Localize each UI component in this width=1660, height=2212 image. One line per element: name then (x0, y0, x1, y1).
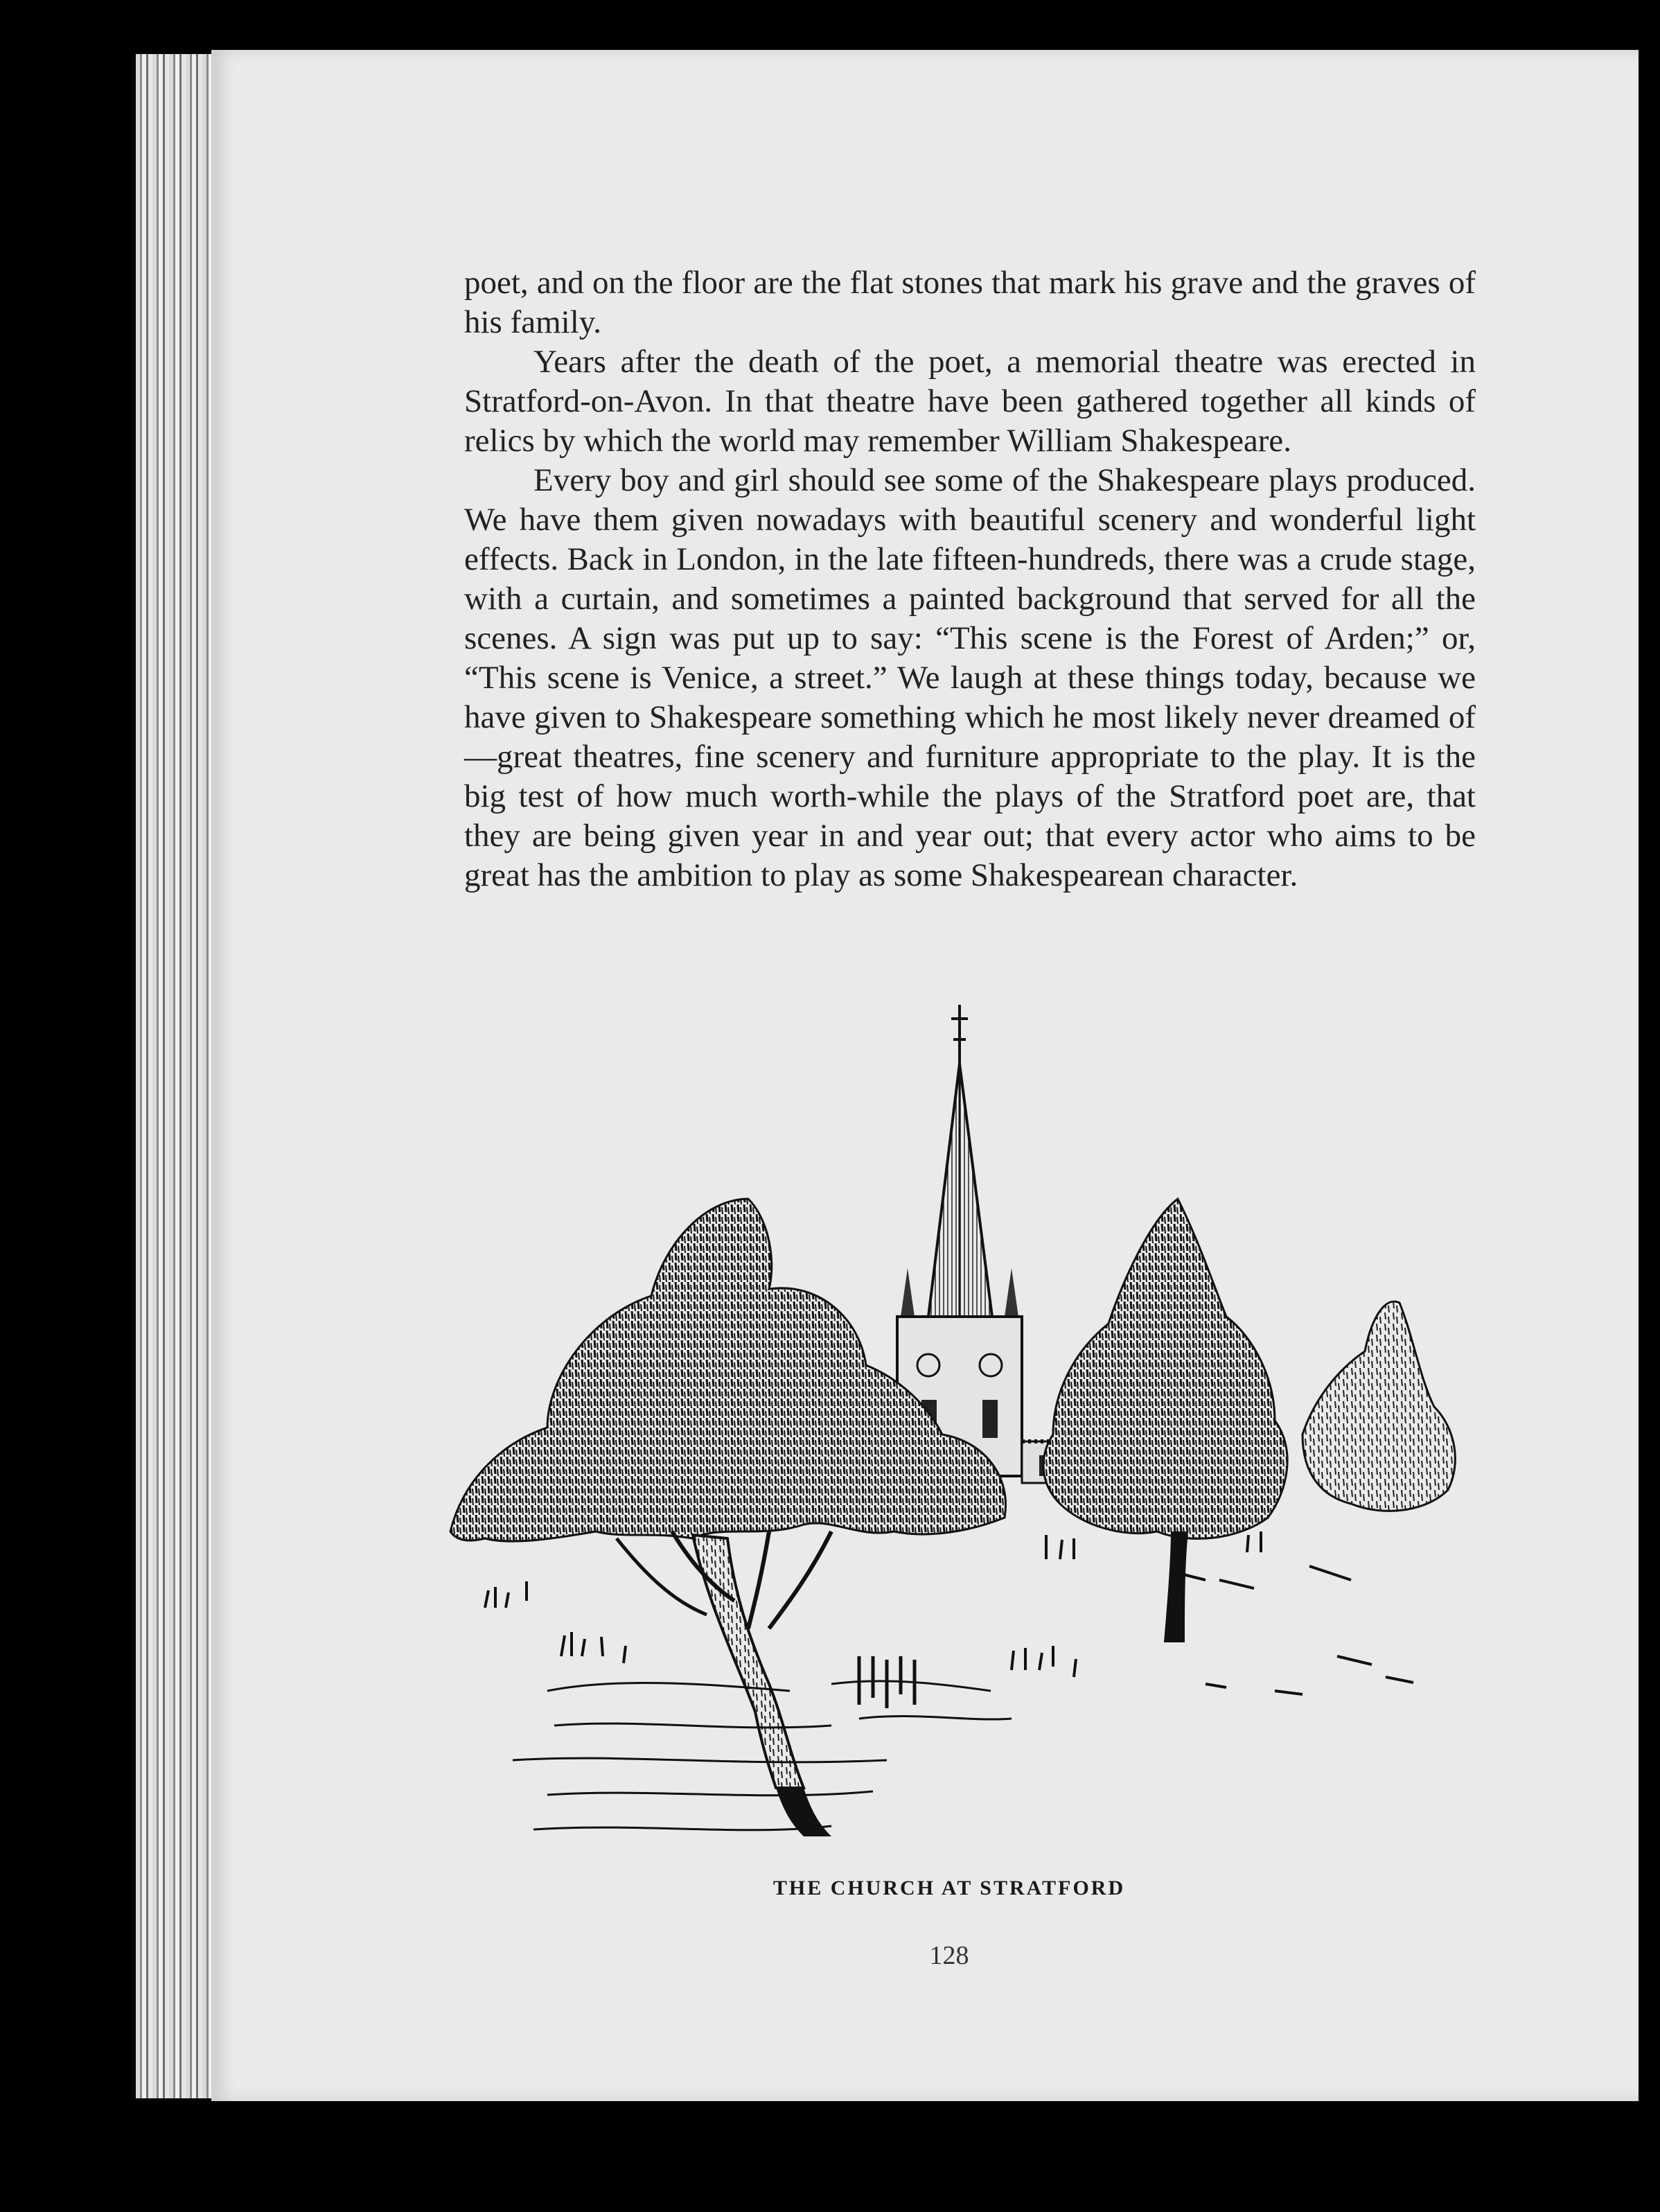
body-text (464, 263, 1476, 895)
tree-right-canopy (1043, 1199, 1287, 1538)
tree-far-right-canopy (1303, 1301, 1455, 1511)
right-gutter-shadow (1639, 97, 1660, 2079)
page-number: 128 (929, 1941, 969, 1970)
church-illustration (443, 991, 1469, 1878)
book-page-edges (136, 54, 220, 2098)
willow-trunk (693, 1535, 804, 1788)
paragraph-2: Years after the death of the poet, a memorial theatre was erected in Stratford-on-Avon. In that theatre have been gathered together all kinds of relics by which the world may remember William Shakespeare. (464, 344, 1476, 459)
paragraph-3: Every boy and girl should see some of the Shakespeare plays produced. We have them given nowadays with beautiful scenery and wonderful light effects. Back in London, in the late fifteen-hundreds, there was a crude stage, with a curtain, and sometimes a painted background that served for all the scenes. A sign was put up to say: “This scene is the Forest of Arden;” or, “This scene is Venice, a street.” We laugh at these things today, because we have given to Shakespeare something which he most likely never dreamed of—great theatres, fine scenery and furniture appropriate to the play. It is the big test of how much worth-while the plays of the Stratford poet are, that they are being given year in and year out; that every actor who aims to be great has the ambition to play as some Shakespearean character. (464, 462, 1476, 893)
paragraph-1: poet, and on the floor are the flat stones that mark his grave and the graves of his family. (464, 265, 1476, 340)
grass-strokes (485, 1531, 1413, 1694)
spire-cross (951, 1005, 968, 1067)
illustration-caption: THE CHURCH AT STRATFORD (772, 1877, 1126, 1899)
